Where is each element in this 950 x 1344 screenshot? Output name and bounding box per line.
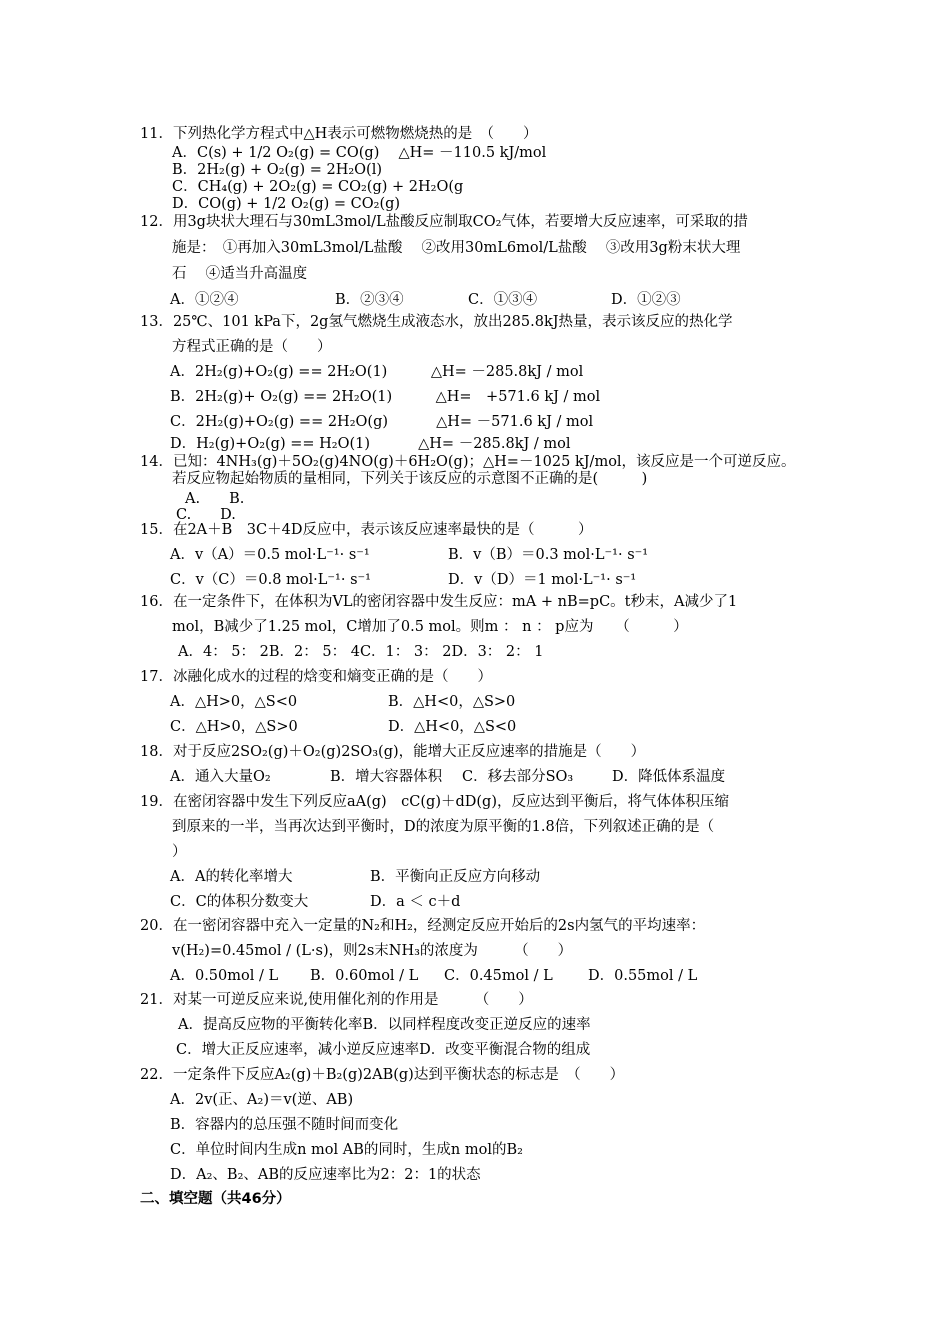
option-b: B．△H<0，△S>0: [388, 694, 516, 710]
question-stem-line-2: 方程式正确的是（ ）: [172, 339, 332, 355]
question-18: [140, 740, 830, 790]
question-stem-line-3: ）: [172, 844, 187, 860]
options-row-2: [140, 890, 830, 915]
option-d: D．降低体系温度: [612, 769, 726, 785]
option-b: B．v（B）＝0.3 mol·L⁻¹· s⁻¹: [448, 547, 649, 563]
option-b: B．容器内的总压强不随时间而变化: [170, 1117, 399, 1133]
option-b: B．2H₂(g) + O₂(g) = 2H₂O(l): [172, 162, 382, 178]
option-b: B．增大容器体积: [330, 769, 443, 785]
option-a: A．v（A）＝0.5 mol·L⁻¹· s⁻¹: [170, 547, 370, 563]
option-b: B．平衡向正反应方向移动: [370, 869, 541, 885]
question-11: [140, 122, 830, 212]
option-c: C．△H>0，△S>0: [170, 719, 298, 735]
options-row-2: [140, 1038, 830, 1063]
option-d: D．0.55mol / L: [588, 968, 698, 984]
options-row-2: [140, 715, 830, 740]
option-a: A．A的转化率增大: [170, 869, 293, 885]
option-d: D．a ＜ c＋d: [370, 894, 461, 910]
question-19: [140, 790, 830, 915]
option-a: A．C(s) + 1/2 O₂(g) = CO(g) △H= －110.5 kJ/mol: [172, 145, 547, 161]
options-row-ab: A. B.: [185, 491, 245, 507]
question-stem: 18．对于反应2SO₂(g)＋O₂(g)2SO₃(g)，能增大正反应速率的措施是（ ）: [140, 744, 646, 760]
question-stem-line-2: mol，B减少了1.25 mol，C增加了0.5 mol。则m ： n ： p应为 （ ）: [172, 619, 688, 635]
option-c: C．单位时间内生成n mol AB的同时，生成n mol的B₂: [170, 1142, 523, 1158]
question-16: [140, 590, 830, 665]
option-a: A．2v(正、A₂)＝v(逆、AB): [170, 1092, 354, 1108]
question-21: [140, 988, 830, 1063]
option-c: C．0.45mol / L: [444, 968, 553, 984]
question-22: [140, 1063, 830, 1188]
question-stem-line-2: 施是： ①再加入30mL3mol/L盐酸 ②改用30mL6mol/L盐酸 ③改用3g粉末状大理: [172, 240, 741, 256]
option-c: C．①③④: [468, 292, 538, 308]
option-c: C．1： 3： 2: [359, 644, 452, 660]
option-c: C．2H₂(g)+O₂(g) == 2H₂O(g) △H= －571.6 kJ / mol: [170, 414, 594, 430]
question-12: [140, 210, 830, 314]
question-stem: 17．冰融化成水的过程的焓变和熵变正确的是（ ）: [140, 669, 492, 685]
question-stem-line-1: 20．在一密闭容器中充入一定量的N₂和H₂，经测定反应开始后的2s内氢气的平均速率：: [140, 918, 706, 934]
option-a: A．4： 5： 2: [178, 644, 269, 660]
question-stem: 15．在2A＋B 3C＋4D反应中，表示该反应速率最快的是（ ）: [140, 522, 593, 538]
option-c: C．CH₄(g) + 2O₂(g) = CO₂(g) + 2H₂O(g: [172, 179, 464, 195]
option-b: B．以同样程度改变正逆反应的速率: [362, 1017, 591, 1033]
question-13: [140, 310, 830, 450]
options-row: [140, 964, 830, 989]
question-17: [140, 665, 830, 740]
option-d: D．CO(g) + 1/2 O₂(g) = CO₂(g): [172, 196, 401, 212]
question-stem-line-2: 到原来的一半，当再次达到平衡时，D的浓度为原平衡的1.8倍，下列叙述正确的是（: [172, 819, 715, 835]
option-b: B．②③④: [335, 292, 404, 308]
question-15: [140, 518, 830, 593]
question-stem: 21．对某一可逆反应来说,使用催化剂的作用是 （ ）: [140, 992, 533, 1008]
options-row: [140, 640, 830, 665]
option-a: A．0.50mol / L: [170, 968, 279, 984]
question-14: [140, 450, 830, 523]
question-stem-line-1: 14．已知：4NH₃(g)＋5O₂(g)4NO(g)＋6H₂O(g)；△H=－1025 kJ/mol，该反应是一个可逆反应。: [140, 454, 796, 470]
question-stem: 11．下列热化学方程式中△H表示可燃物燃烧热的是 （ ）: [140, 126, 538, 142]
option-c: C．C的体积分数变大: [170, 894, 309, 910]
option-d: D．3： 2： 1: [451, 644, 544, 660]
option-b: B．2H₂(g)+ O₂(g) == 2H₂O(1) △H= +571.6 kJ / mol: [170, 389, 601, 405]
option-c: C．增大正反应速率，减小逆反应速率: [176, 1042, 420, 1058]
options-row-1: [140, 865, 830, 890]
question-stem-line-1: 13．25℃、101 kPa下，2g氢气燃烧生成液态水，放出285.8kJ热量，表示该反应的热化学: [140, 314, 733, 330]
question-stem-line-1: 12．用3g块状大理石与30mL3mol/L盐酸反应制取CO₂气体，若要增大反应速率，可采取的措: [140, 214, 748, 230]
question-stem-line-1: 16．在一定条件下，在体积为VL的密闭容器中发生反应：mA + nB=pC。t秒末，A减少了1: [140, 594, 738, 610]
option-c: C．v（C）＝0.8 mol·L⁻¹· s⁻¹: [170, 572, 371, 588]
question-stem-line-1: 19．在密闭容器中发生下列反应aA(g) cC(g)＋dD(g)，反应达到平衡后，将气体体积压缩: [140, 794, 729, 810]
options-row-1: [140, 690, 830, 715]
option-a: A．△H>0，△S<0: [170, 694, 298, 710]
options-row-1: [140, 1013, 830, 1038]
question-stem-line-3: 石 ④适当升高温度: [172, 266, 308, 282]
section-heading: 二、填空题（共46分）: [140, 1191, 291, 1207]
option-d: D．H₂(g)+O₂(g) == H₂O(1) △H= －285.8kJ / mol: [170, 436, 571, 452]
option-d: D．①②③: [611, 292, 681, 308]
option-a: A．①②④: [170, 292, 239, 308]
question-stem-line-2: v(H₂)=0.45mol / (L·s)，则2s末NH₃的浓度为 （ ）: [172, 943, 573, 959]
option-c: C．移去部分SO₃: [462, 769, 574, 785]
option-a: A．提高反应物的平衡转化率: [178, 1017, 363, 1033]
question-stem: 22．一定条件下反应A₂(g)＋B₂(g)2AB(g)达到平衡状态的标志是 （ ）: [140, 1067, 625, 1083]
option-d: D．A₂、B₂、AB的反应速率比为2：2：1的状态: [170, 1167, 481, 1183]
options-row-1: [140, 543, 830, 568]
option-a: A．2H₂(g)+O₂(g) == 2H₂O(1) △H= －285.8kJ / mol: [170, 364, 584, 380]
option-d: D．△H<0，△S<0: [388, 719, 517, 735]
option-b: B．0.60mol / L: [310, 968, 419, 984]
question-stem-line-2: 若反应物起始物质的量相同，下列关于该反应的示意图不正确的是( ): [172, 471, 648, 487]
option-d: D．改变平衡混合物的组成: [419, 1042, 591, 1058]
options-row-cd: C. D.: [176, 507, 236, 523]
option-b: B．2： 5： 4: [268, 644, 360, 660]
question-20: [140, 914, 830, 989]
options-row: [140, 765, 830, 790]
option-a: A．通入大量O₂: [170, 769, 271, 785]
option-d: D．v（D）＝1 mol·L⁻¹· s⁻¹: [448, 572, 637, 588]
